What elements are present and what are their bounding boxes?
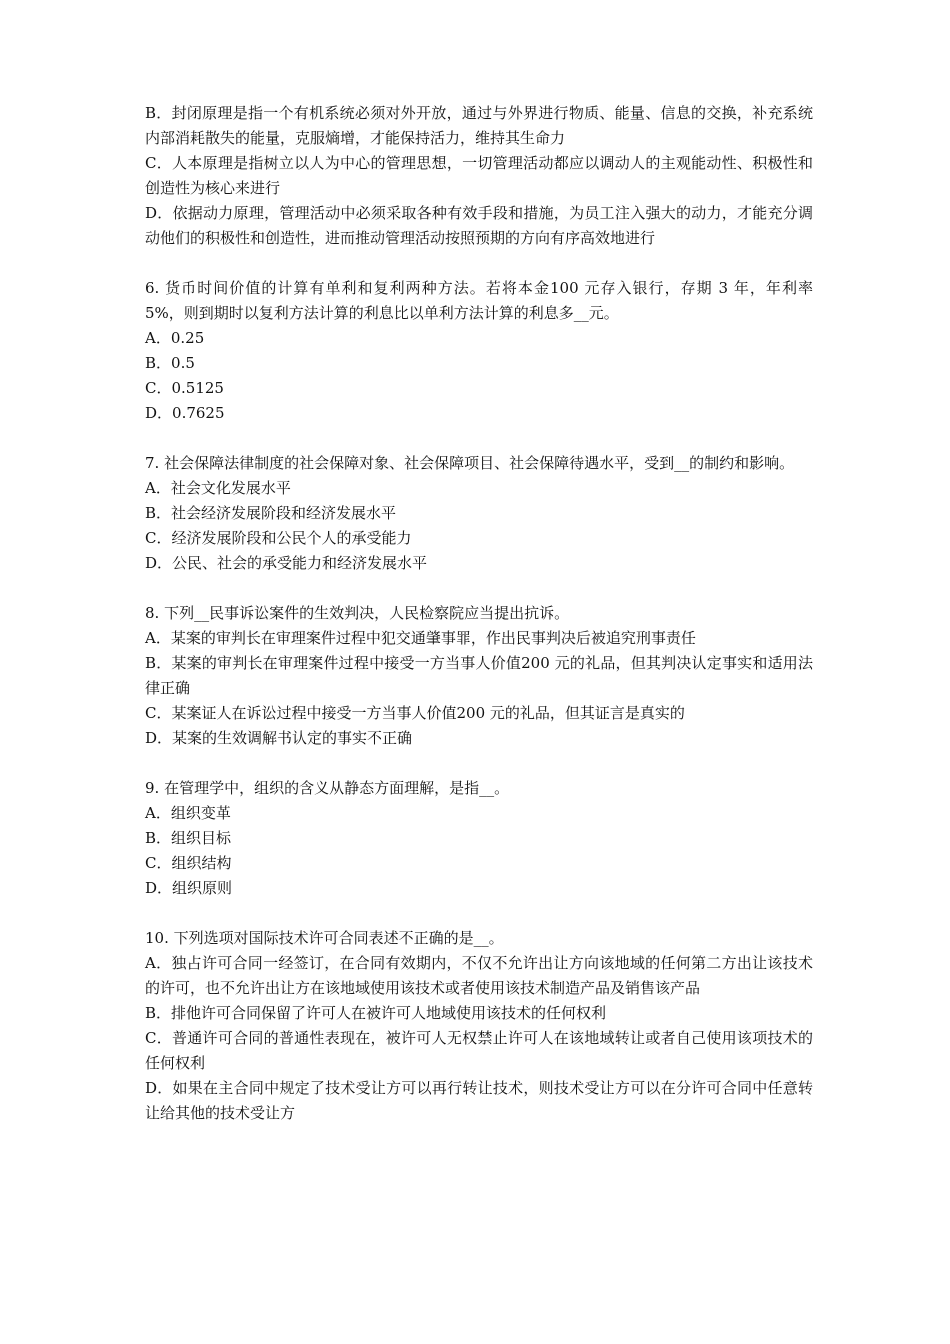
option-a: A．某案的审判长在审理案件过程中犯交通肇事罪，作出民事判决后被追究刑事责任 xyxy=(145,629,696,647)
option-d: D．依据动力原理，管理活动中必须采取各种有效手段和措施，为员工注入强大的动力，才能充分调动他们的积极性和创造性，进而推动管理活动按照预期的方向有序高效地进行 xyxy=(145,204,813,247)
question-stem: 8. 下列__民事诉讼案件的生效判决，人民检察院应当提出抗诉。 xyxy=(145,604,570,622)
option-b: B．排他许可合同保留了许可人在被许可人地域使用该技术的任何权利 xyxy=(145,1004,607,1022)
question-8 xyxy=(145,601,813,751)
question-stem: 7. 社会保障法律制度的社会保障对象、社会保障项目、社会保障待遇水平，受到__的制约和影响。 xyxy=(145,454,795,472)
question-stem: 10. 下列选项对国际技术许可合同表述不正确的是__。 xyxy=(145,929,504,947)
question-stem: 9. 在管理学中，组织的含义从静态方面理解，是指__。 xyxy=(145,779,510,797)
option-a: A．组织变革 xyxy=(145,804,231,822)
option-d: D．如果在主合同中规定了技术受让方可以再行转让技术，则技术受让方可以在分许可合同中任意转让给其他的技术受让方 xyxy=(145,1079,813,1122)
option-c: C．组织结构 xyxy=(145,854,232,872)
option-c: C．经济发展阶段和公民个人的承受能力 xyxy=(145,529,412,547)
option-d: D．某案的生效调解书认定的事实不正确 xyxy=(145,729,413,747)
option-a: A．0.25 xyxy=(145,329,205,347)
option-b: B．某案的审判长在审理案件过程中接受一方当事人价值200 元的礼品，但其判决认定事实和适用法律正确 xyxy=(145,654,813,697)
option-b: B．组织目标 xyxy=(145,829,232,847)
option-d: D．公民、社会的承受能力和经济发展水平 xyxy=(145,554,428,572)
option-a: A．独占许可合同一经签订，在合同有效期内，不仅不允许出让方向该地域的任何第二方出让该技术的许可，也不允许出让方在该地域使用该技术或者使用该技术制造产品及销售该产品 xyxy=(145,954,813,997)
question-9 xyxy=(145,776,813,901)
option-c: C．普通许可合同的普通性表现在，被许可人无权禁止许可人在该地域转让或者自己使用该项技术的任何权利 xyxy=(145,1029,813,1072)
option-d: D．0.7625 xyxy=(145,404,225,422)
option-c: C．人本原理是指树立以人为中心的管理思想，一切管理活动都应以调动人的主观能动性、积极性和创造性为核心来进行 xyxy=(145,154,813,197)
question-7 xyxy=(145,451,813,576)
option-b: B．社会经济发展阶段和经济发展水平 xyxy=(145,504,397,522)
option-c: C．某案证人在诉讼过程中接受一方当事人价值200 元的礼品，但其证言是真实的 xyxy=(145,704,685,722)
option-c: C．0.5125 xyxy=(145,379,224,397)
option-b: B．0.5 xyxy=(145,354,195,372)
document-body xyxy=(145,101,813,1126)
option-b: B．封闭原理是指一个有机系统必须对外开放，通过与外界进行物质、能量、信息的交换，补充系统内部消耗散失的能量，克服熵增，才能保持活力，维持其生命力 xyxy=(145,104,813,147)
question-10 xyxy=(145,926,813,1126)
question-6 xyxy=(145,276,813,426)
option-a: A．社会文化发展水平 xyxy=(145,479,291,497)
previous-question-options xyxy=(145,101,813,251)
option-d: D．组织原则 xyxy=(145,879,233,897)
question-stem: 6. 货币时间价值的计算有单利和复利两种方法。若将本金100 元存入银行，存期 3 年，年利率 5%，则到期时以复利方法计算的利息比以单利方法计算的利息多__元。 xyxy=(145,279,813,322)
